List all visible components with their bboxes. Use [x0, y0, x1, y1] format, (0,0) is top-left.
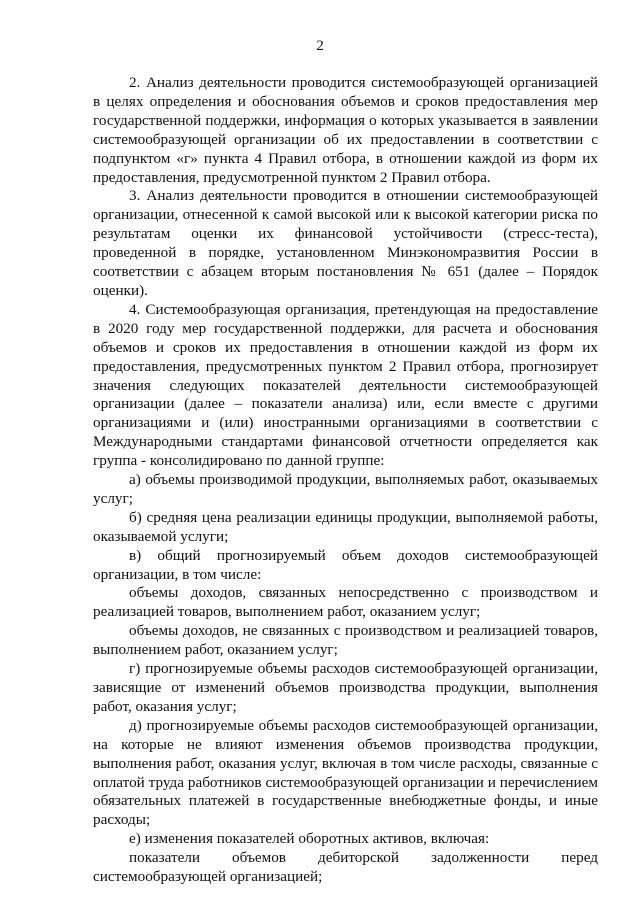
subitem-v-income-related: объемы доходов, связанных непосредственно с производством и реализацией товаров, выполнением работ, оказанием услуг; [93, 584, 598, 621]
paragraph-item-2: 2. Анализ деятельности проводится системообразующей организацией в целях определения и обоснования объемов и сроков предоставления мер государственной поддержки, информация о которых указывается в заявлении системообразующей организации об их предоставлении в соответствии с подпунктом «г» пункта 4 Правил отбора, в отношении каждой из форм их предоставления, предусмотренной пунктом 2 Правил отбора. [93, 74, 598, 186]
paragraph-item-3: 3. Анализ деятельности проводится в отношении системообразующей организации, отнесенной к самой высокой или к высокой категории риска по результатам оценки их финансовой устойчивости (стресс-теста), проведенной в порядке, установленном Минэкономразвития России в соответствии с абзацем вторым постановления № 651 (далее – Порядок оценки). [93, 187, 598, 299]
document-body [93, 74, 598, 887]
subitem-b: б) средняя цена реализации единицы продукции, выполняемой работы, оказываемой услуги; [93, 508, 598, 545]
subitem-a: а) объемы производимой продукции, выполняемых работ, оказываемых услуг; [93, 471, 598, 507]
subitem-e-receivables: показатели объемов дебиторской задолженности перед системообразующей организацией; [93, 849, 598, 886]
subitem-v-income-unrelated: объемы доходов, не связанных с производством и реализацией товаров, выполнением работ, оказанием услуг; [93, 622, 598, 659]
page-number: 2 [316, 37, 324, 54]
subitem-d: д) прогнозируемые объемы расходов системообразующей организации, на которые не влияют изменения объемов производства продукции, выполнения работ, оказания услуг, включая в том числе расходы, связанные с оплатой труда работников системообразующей организации и перечислением обязательных платежей в государственные внебюджетные фонды, и иные расходы; [93, 716, 598, 829]
subitem-g: г) прогнозируемые объемы расходов системообразующей организации, зависящие от изменений объемов производства продукции, выполнения работ, оказания услуг; [93, 660, 598, 715]
subitem-e: е) изменения показателей оборотных активов, включая: [129, 830, 490, 848]
paragraph-item-4: 4. Системообразующая организация, претендующая на предоставление в 2020 году мер государственной поддержки, для расчета и обоснования объемов и сроков их предоставления в отношении каждой из форм их предоставления, предусмотренных пунктом 2 Правил отбора, прогнозирует значения следующих показателей деятельности системообразующей организации (далее – показатели анализа) или, если вместе с другими организациями и (или) иностранными организациями в соответствии с Международными стандартами финансовой отчетности определяется как группа - консолидировано по данной группе: [93, 300, 598, 470]
subitem-v: в) общий прогнозируемый объем доходов системообразующей организации, в том числе: [93, 546, 598, 583]
